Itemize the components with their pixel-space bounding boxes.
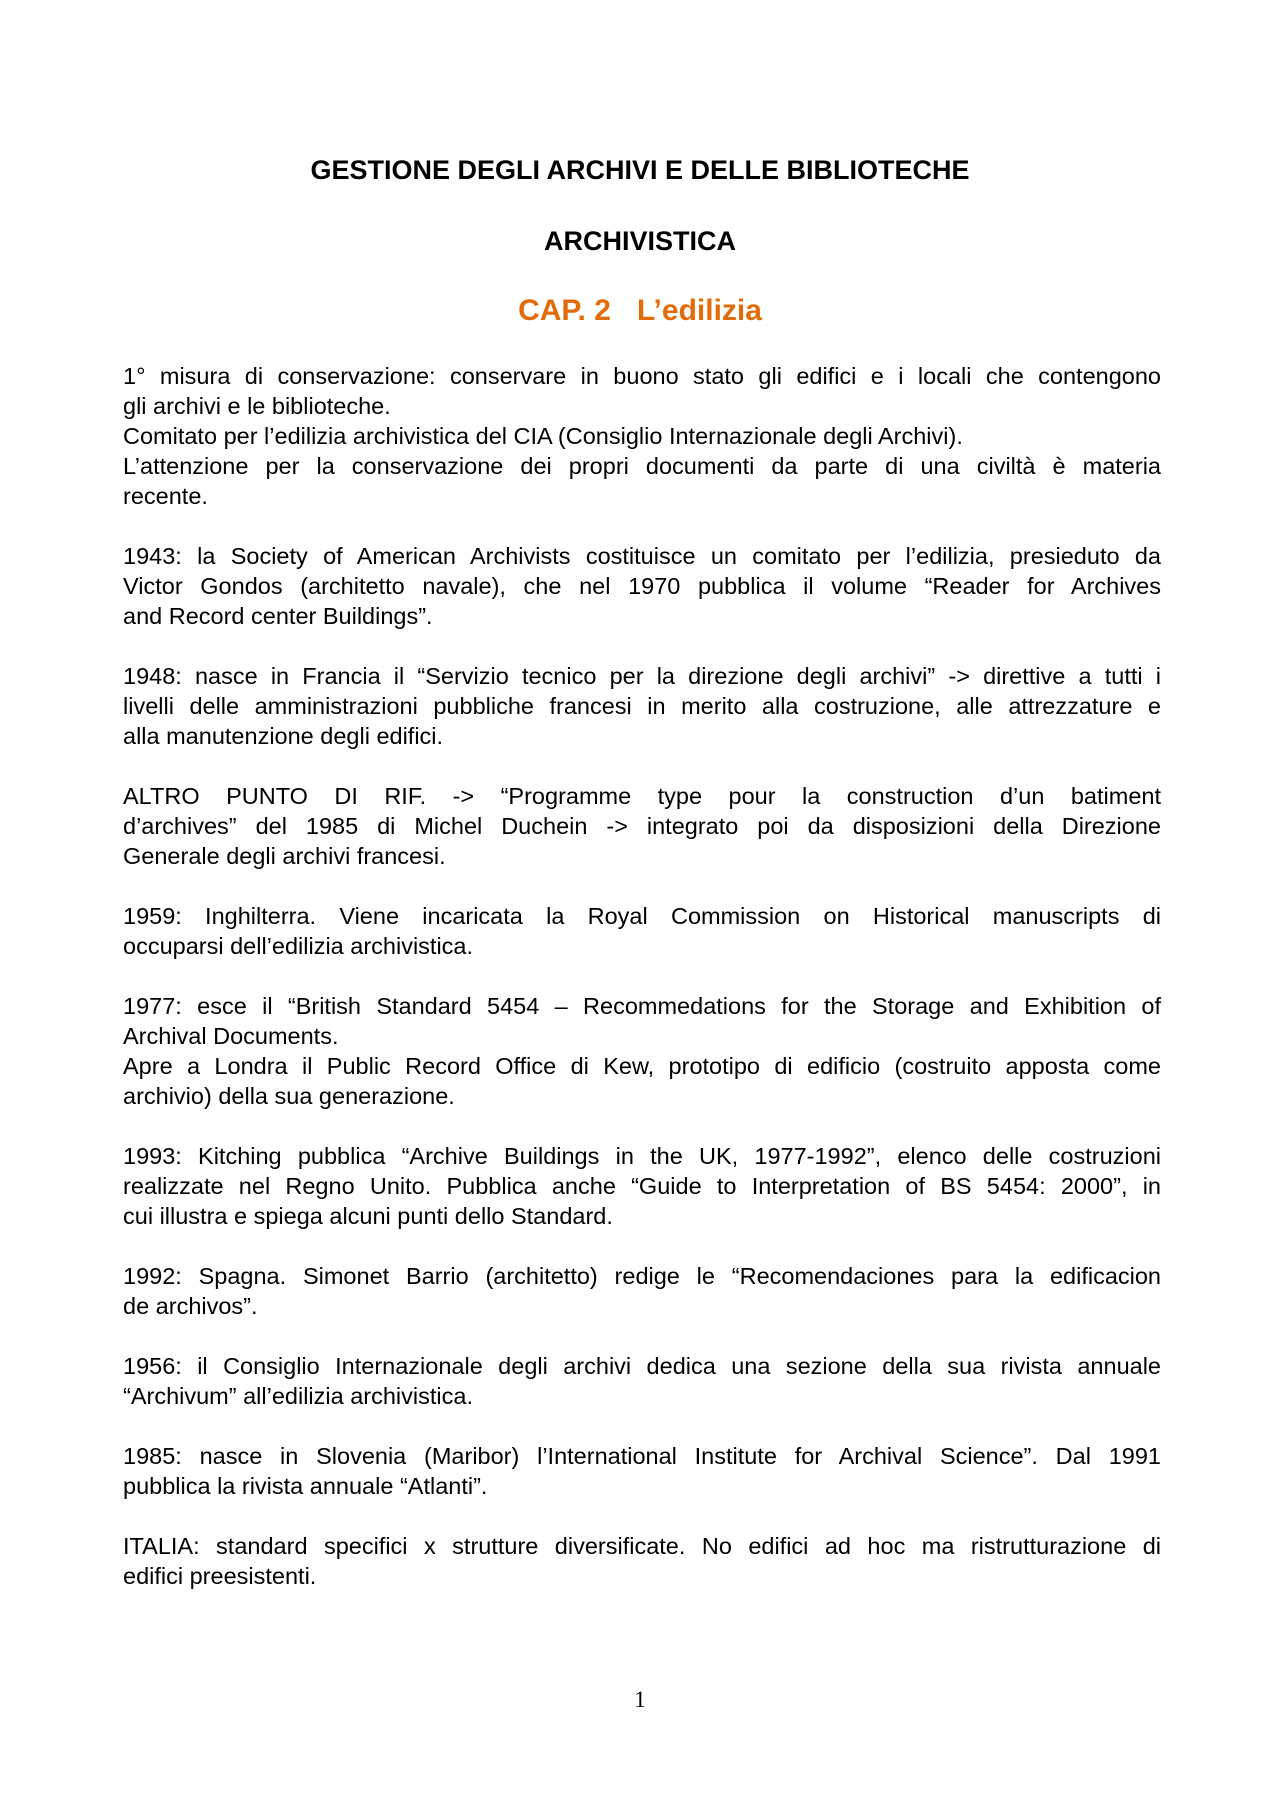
chapter-name: L’edilizia (636, 294, 762, 327)
page-number: 1 (634, 1687, 646, 1712)
text-line: Archival Documents. (123, 1023, 339, 1049)
paragraph (123, 1261, 1161, 1321)
text-line: archivio) della sua generazione. (123, 1083, 455, 1109)
text-line: occuparsi dell’edilizia archivistica. (123, 933, 474, 959)
document-body (123, 361, 1161, 1621)
text-line: 1985: nasce in Slovenia (Maribor) l’International Institute for Archival Science”. Dal 1991 (123, 1443, 1161, 1469)
text-line: gli archivi e le biblioteche. (123, 393, 391, 419)
text-line: pubblica la rivista annuale “Atlanti”. (123, 1473, 488, 1499)
text-line: de archivos”. (123, 1293, 258, 1319)
text-line: Generale degli archivi francesi. (123, 843, 446, 869)
text-line: 1° misura di conservazione: conservare in buono stato gli edifici e i locali che contengono (123, 363, 1161, 389)
text-line: realizzate nel Regno Unito. Pubblica anche “Guide to Interpretation of BS 5454: 2000”, in (123, 1173, 1161, 1199)
text-line: 1993: Kitching pubblica “Archive Buildings in the UK, 1977-1992”, elenco delle costruzioni (123, 1143, 1161, 1169)
chapter-number: CAP. 2 (518, 294, 611, 327)
text-line: 1943: la Society of American Archivists costituisce un comitato per l’edilizia, presieduto da (123, 543, 1161, 569)
paragraph (123, 901, 1161, 961)
paragraph (123, 1531, 1161, 1591)
text-line: “Archivum” all’edilizia archivistica. (123, 1383, 473, 1409)
text-line: L’attenzione per la conservazione dei propri documenti da parte di una civiltà è materia (123, 453, 1161, 479)
text-line: livelli delle amministrazioni pubbliche francesi in merito alla costruzione, alle attrezzature e (123, 693, 1161, 719)
text-line: edifici preesistenti. (123, 1563, 317, 1589)
text-line: cui illustra e spiega alcuni punti dello Standard. (123, 1203, 613, 1229)
text-line: 1956: il Consiglio Internazionale degli archivi dedica una sezione della sua rivista annuale (123, 1353, 1161, 1379)
paragraph (123, 1141, 1161, 1231)
text-line: alla manutenzione degli edifici. (123, 723, 444, 749)
text-line: 1959: Inghilterra. Viene incaricata la Royal Commission on Historical manuscripts di (123, 903, 1161, 929)
text-line: 1977: esce il “British Standard 5454 – Recommedations for the Storage and Exhibition of (123, 993, 1161, 1019)
text-line: and Record center Buildings”. (123, 603, 433, 629)
text-line: ITALIA: standard specifici x strutture diversificate. No edifici ad hoc ma ristrutturazione di (123, 1533, 1161, 1559)
text-line: 1992: Spagna. Simonet Barrio (architetto) redige le “Recomendaciones para la edificacion (123, 1263, 1161, 1289)
paragraph (123, 781, 1161, 871)
text-line: Apre a Londra il Public Record Office di Kew, prototipo di edificio (costruito apposta come (123, 1053, 1161, 1079)
paragraph (123, 541, 1161, 631)
document-subtitle: ARCHIVISTICA (543, 226, 736, 256)
text-line: d’archives” del 1985 di Michel Duchein -> integrato poi da disposizioni della Direzione (123, 813, 1161, 839)
paragraph (123, 1351, 1161, 1411)
text-line: 1948: nasce in Francia il “Servizio tecnico per la direzione degli archivi” -> direttive a tutti i (123, 663, 1161, 689)
paragraph (123, 661, 1161, 751)
chapter-heading (0, 293, 1280, 329)
paragraph (123, 1441, 1161, 1501)
text-line: recente. (123, 483, 208, 509)
document-title: GESTIONE DEGLI ARCHIVI E DELLE BIBLIOTECHE (310, 155, 970, 185)
text-line: Victor Gondos (architetto navale), che nel 1970 pubblica il volume “Reader for Archives (123, 573, 1161, 599)
text-line: Comitato per l’edilizia archivistica del CIA (Consiglio Internazionale degli Archivi). (123, 423, 963, 449)
text-line: ALTRO PUNTO DI RIF. -> “Programme type pour la construction d’un batiment (123, 783, 1161, 809)
paragraph (123, 991, 1161, 1111)
paragraph (123, 361, 1161, 511)
